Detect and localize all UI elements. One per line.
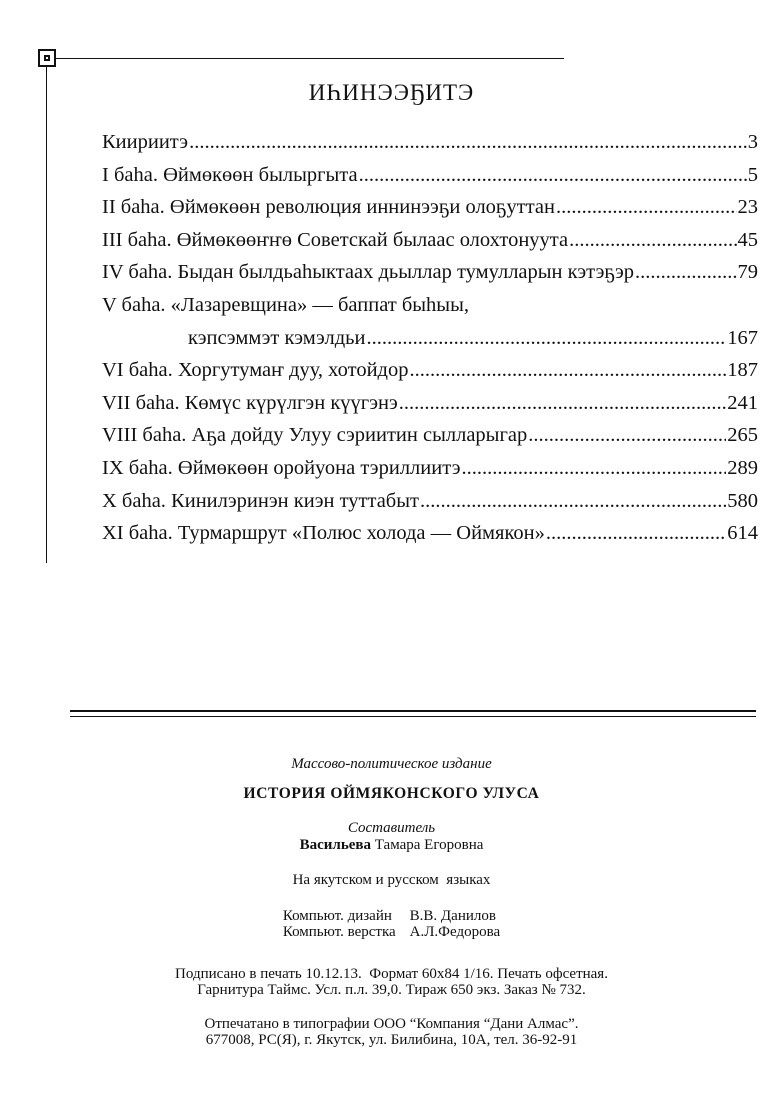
toc-entry[interactable] <box>102 485 758 518</box>
dot-leader <box>546 517 726 550</box>
edition-type: Массово-политическое издание <box>291 756 492 772</box>
toc-entry-page: 265 <box>727 424 758 447</box>
credit-role: Компьют. верстка <box>282 924 396 940</box>
toc-entry-page: 614 <box>727 522 758 545</box>
dot-leader <box>528 419 726 452</box>
toc-entry[interactable] <box>102 224 758 257</box>
toc-entry-page: 79 <box>737 261 758 284</box>
toc-entry[interactable] <box>102 159 758 192</box>
toc-entry[interactable] <box>102 354 758 387</box>
toc-entry-text: XI баһа. Турмаршрут «Полюс холода — Оймякон» <box>102 522 545 545</box>
toc-entry-page: 23 <box>737 196 758 219</box>
toc-entry[interactable] <box>102 191 758 224</box>
toc-entry-text: VIII баһа. Аҕа дойду Улуу сэриитин сылларыгар <box>102 424 528 447</box>
toc-entry-text: кэпсэммэт кэмэлдьи <box>188 326 366 349</box>
toc-entry-page: 167 <box>727 326 758 349</box>
credits-table <box>283 908 500 940</box>
dot-leader <box>420 485 726 518</box>
compiler-surname: Васильева <box>299 837 372 853</box>
toc-entry-text: Киириитэ <box>102 131 189 153</box>
toc-entry[interactable] <box>102 289 758 322</box>
toc-entry-page: 187 <box>727 359 758 382</box>
toc-entry[interactable] <box>102 517 758 550</box>
toc-entry[interactable] <box>102 419 758 452</box>
compiler-given-name: Тамара Егоровна <box>374 837 484 853</box>
toc-entry[interactable] <box>102 126 758 159</box>
compiler-label: Составитель <box>347 820 436 836</box>
dot-leader <box>189 126 747 159</box>
toc-entry[interactable] <box>102 256 758 289</box>
divider-rule-thick <box>70 710 756 712</box>
dot-leader <box>569 224 736 257</box>
imprint-block <box>0 756 783 1048</box>
printer-address: 677008, РС(Я), г. Якутск, ул. Билибина, 10А, тел. 36-92-91 <box>205 1032 578 1048</box>
dot-leader <box>462 452 727 485</box>
credit-name: А.Л.Федорова <box>409 924 501 940</box>
toc-entry-page: 580 <box>727 489 758 512</box>
table-of-contents <box>102 126 758 550</box>
toc-entry-page: 3 <box>747 131 758 153</box>
toc-entry-text: VII баһа. Көмүс күрүлгэн күүгэнэ <box>102 391 398 414</box>
compiler-name <box>0 837 783 854</box>
toc-entry-continuation[interactable] <box>102 322 758 355</box>
dot-leader <box>366 322 726 355</box>
dot-leader <box>359 159 747 192</box>
print-details-line: Гарнитура Таймс. Усл. п.л. 39,0. Тираж 650 экз. Заказ № 732. <box>197 982 586 998</box>
toc-entry-text: III баһа. Өймөкөөҥҥө Советскай былаас олохтонуута <box>102 228 569 251</box>
credit-role: Компьют. дизайн <box>282 908 392 924</box>
dot-leader <box>399 387 726 420</box>
book-title: ИСТОРИЯ ОЙМЯКОНСКОГО УЛУСА <box>243 785 540 802</box>
toc-title: ИҺИНЭЭҔИТЭ <box>308 80 475 105</box>
toc-entry-text: I баһа. Өймөкөөн былыргыта <box>102 163 358 186</box>
toc-entry-text: II баһа. Өймөкөөн революция иннинээҕи олоҕуттан <box>102 196 555 219</box>
toc-entry-text: X баһа. Кинилэринэн киэн туттабыт <box>102 489 419 512</box>
printer-line: Отпечатано в типографии ООО “Компания “Дани Алмас”. <box>204 1016 579 1032</box>
print-details-line: Подписано в печать 10.12.13. Формат 60x84 1/16. Печать офсетная. <box>175 966 608 982</box>
corner-ornament-icon <box>38 49 56 67</box>
toc-entry-page: 45 <box>737 228 758 251</box>
toc-entry-text: IX баһа. Өймөкөөн оройуона тэриллиитэ <box>102 456 461 479</box>
toc-entry-text: VI баһа. Хоргутумаҥ дуу, хотойдор <box>102 359 409 382</box>
top-rule <box>56 58 564 59</box>
dot-leader <box>556 191 737 224</box>
languages-note: На якутском и русском языках <box>292 872 491 888</box>
credit-name: В.В. Данилов <box>409 908 496 924</box>
dot-leader <box>635 256 736 289</box>
toc-entry-page: 5 <box>747 163 758 186</box>
side-rule <box>46 67 47 563</box>
toc-entry[interactable] <box>102 387 758 420</box>
toc-entry-page: 289 <box>727 456 758 479</box>
divider-rule-thin <box>70 716 756 717</box>
toc-entry-text: IV баһа. Быдан былдьаһыктаах дьыллар тумулларын кэтэҕэр <box>102 261 635 284</box>
toc-entry-text: V баһа. «Лазаревщина» — баппат быһыы, <box>102 293 469 316</box>
toc-entry-page: 241 <box>727 391 758 414</box>
toc-entry[interactable] <box>102 452 758 485</box>
dot-leader <box>409 354 726 387</box>
